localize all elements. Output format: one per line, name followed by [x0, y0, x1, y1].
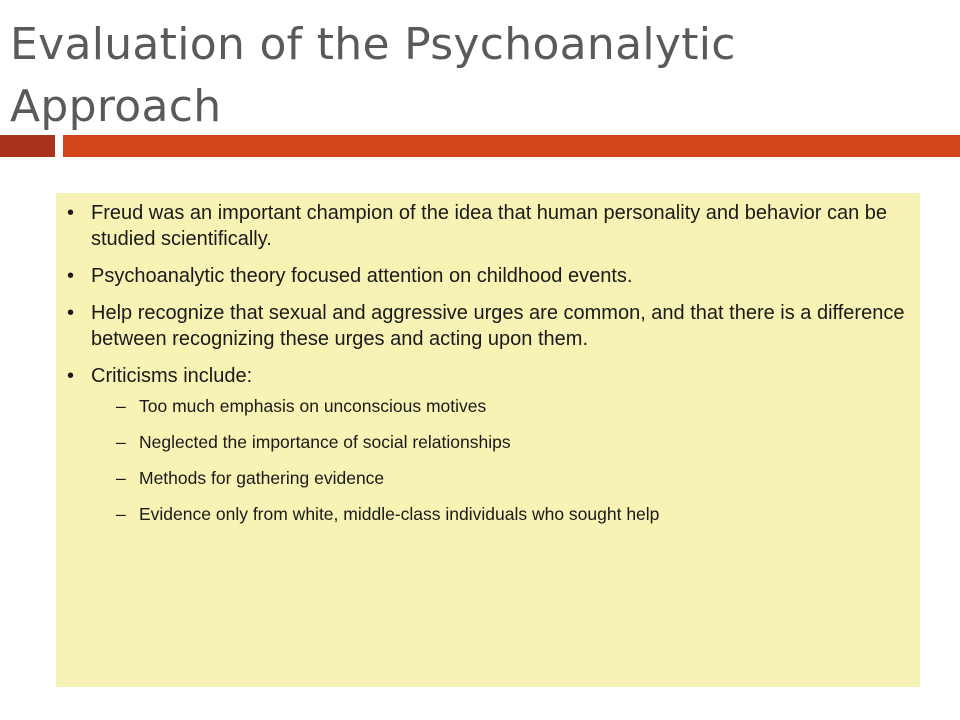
sub-bullet-text: Neglected the importance of social relationships [139, 432, 511, 452]
title-accent-bar-dark [0, 135, 55, 157]
bullet-text: Psychoanalytic theory focused attention on childhood events. [91, 265, 633, 287]
sub-bullet-list [91, 395, 906, 525]
sub-bullet-text: Too much emphasis on unconscious motives [139, 396, 487, 416]
bullet-text: Freud was an important champion of the idea that human personality and behavior can be studied scientifically. [91, 202, 888, 250]
bullet-glyph: • [67, 265, 75, 287]
bullet-list [64, 200, 906, 525]
sub-bullet-text: Methods for gathering evidence [139, 468, 385, 488]
sub-bullet-item [91, 503, 906, 525]
bullet-text: Help recognize that sexual and aggressive urges are common, and that there is a difference between recognizing these urges and acting upon them. [91, 302, 905, 350]
bullet-item [64, 300, 906, 352]
sub-bullet-item [91, 467, 906, 489]
sub-bullet-item [91, 431, 906, 453]
dash-glyph: – [116, 396, 126, 416]
bullet-item [64, 200, 906, 252]
title-accent-bar [63, 135, 960, 157]
content-box [56, 193, 920, 687]
bullet-glyph: • [67, 302, 75, 324]
dash-glyph: – [116, 432, 126, 452]
bullet-item [64, 263, 906, 289]
sub-bullet-text: Evidence only from white, middle-class individuals who sought help [139, 504, 660, 524]
sub-bullet-item [91, 395, 906, 417]
slide-title: Evaluation of the Psychoanalytic Approach [10, 19, 736, 132]
title-accent-bar-gap [55, 135, 63, 157]
dash-glyph: – [116, 468, 126, 488]
dash-glyph: – [116, 504, 126, 524]
bullet-text: Criticisms include: [91, 365, 253, 387]
bullet-item-criticisms [64, 363, 906, 525]
bullet-glyph: • [67, 365, 75, 387]
bullet-glyph: • [67, 202, 75, 224]
